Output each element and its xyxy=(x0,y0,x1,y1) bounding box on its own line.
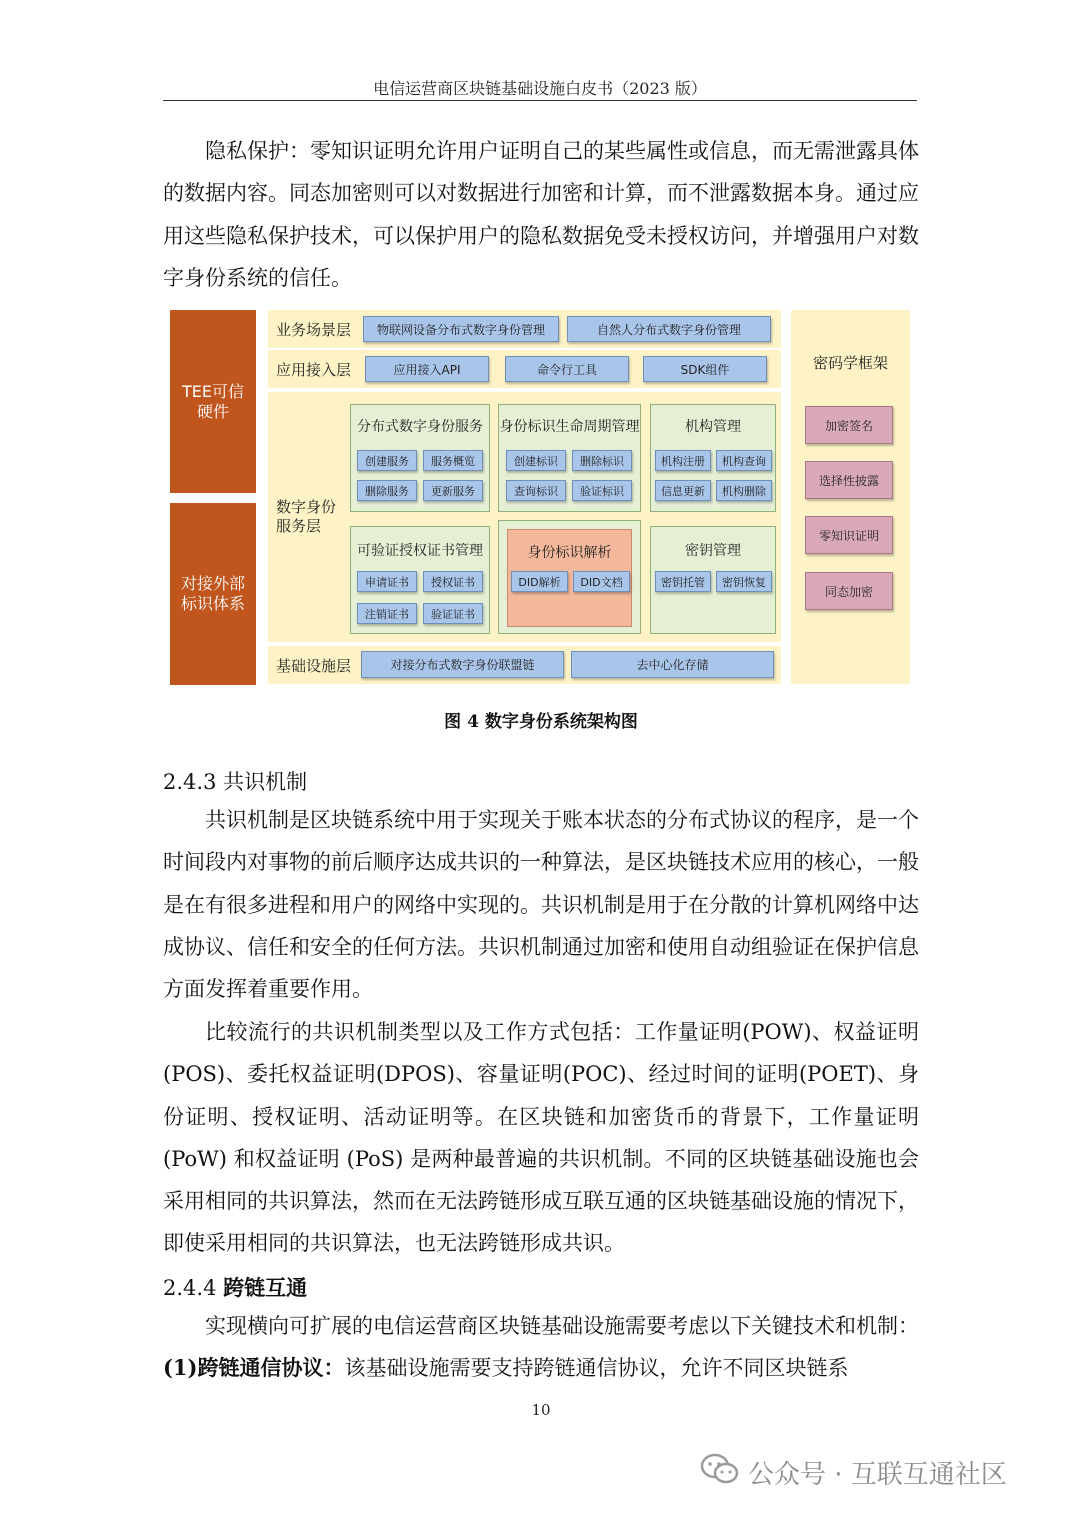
did-service-title: 分布式数字身份服务 xyxy=(357,419,483,435)
service-layer xyxy=(268,392,781,642)
watermark xyxy=(700,1452,1007,1493)
access-layer-label: 应用接入层 xyxy=(276,361,352,379)
org-mgmt-group xyxy=(650,404,776,512)
section-244-number: 2.4.4 xyxy=(163,1276,217,1300)
section-243-heading xyxy=(163,766,307,796)
org-delete: 机构删除 xyxy=(716,480,772,501)
did-consortium-chain: 对接分布式数字身份联盟链 xyxy=(361,651,564,678)
external-id-label: 对接外部标识体系 xyxy=(180,574,245,613)
crosschain-text-after: 该基础设施需要支持跨链通信协议，允许不同区块链系 xyxy=(344,1356,849,1381)
key-recovery: 密钥恢复 xyxy=(716,571,772,592)
info-update: 信息更新 xyxy=(655,480,711,501)
verify-id: 验证标识 xyxy=(572,480,632,501)
create-service: 创建服务 xyxy=(357,450,417,471)
encrypt-sign: 加密签名 xyxy=(805,406,893,444)
did-document: DID文档 xyxy=(573,571,630,592)
external-id-block xyxy=(170,503,256,685)
id-resolve-frame xyxy=(498,520,641,634)
key-mgmt-group xyxy=(650,526,776,634)
did-resolve: DID解析 xyxy=(511,571,568,592)
figure-caption: 图 4 数字身份系统架构图 xyxy=(444,712,638,732)
query-id: 查询标识 xyxy=(506,480,566,501)
crosschain-paragraph xyxy=(163,1305,919,1390)
wechat-icon xyxy=(700,1452,740,1493)
consensus-paragraph-1 xyxy=(163,799,919,1010)
vc-mgmt-group xyxy=(350,526,490,634)
page-number: 10 xyxy=(531,1401,551,1419)
service-layer-label: 数字身份服务层 xyxy=(276,498,337,535)
delete-service: 删除服务 xyxy=(357,480,417,501)
person-did-mgmt: 自然人分布式数字身份管理 xyxy=(567,316,771,342)
id-resolve-title: 身份标识解析 xyxy=(527,545,612,561)
section-243-title: 共识机制 xyxy=(223,770,308,794)
org-mgmt-title: 机构管理 xyxy=(685,419,741,435)
privacy-paragraph xyxy=(163,130,919,299)
verify-cert: 验证证书 xyxy=(423,603,483,624)
delete-id: 删除标识 xyxy=(572,450,632,471)
crypto-framework-title: 密码学框架 xyxy=(812,354,888,372)
service-overview: 服务概览 xyxy=(423,450,483,471)
crosschain-text xyxy=(163,1305,919,1390)
page-header: 电信运营商区块链基础设施白皮书（2023 版） xyxy=(373,79,707,98)
id-lifecycle-group xyxy=(498,404,641,512)
apply-cert: 申请证书 xyxy=(357,571,417,592)
decentralized-storage: 去中心化存储 xyxy=(571,651,774,678)
consensus-text-2: 比较流行的共识机制类型以及工作方式包括：工作量证明(POW)、权益证明(POS)、委托权益证明(DPOS)、容量证明(POC)、经过时间的证明(POET)、身份证明、授权证明、活动证明等。在区块链和加密货币的背景下，工作量证明 (PoW) 和权益证明 (PoS) 是两种最普遍的共识机制。不同的区块链基础设施也会采用相同的共识算法，然而在无法跨链形成互联互通的区块链基础设施的情况下，即使采用相同的共识算法，也无法跨链形成共识。 xyxy=(163,1020,919,1256)
crosschain-text-before: 实现横向可扩展的电信运营商区块链基础设施需要考虑以下关键技术和机制： xyxy=(205,1314,919,1338)
update-service: 更新服务 xyxy=(423,480,483,501)
org-register: 机构注册 xyxy=(655,450,711,471)
app-access-api: 应用接入API xyxy=(365,356,489,382)
key-mgmt-title: 密钥管理 xyxy=(685,543,741,559)
privacy-text: 隐私保护：零知识证明允许用户证明自己的某些属性或信息，而无需泄露具体的数据内容。同态加密则可以对数据进行加密和计算，而不泄露数据本身。通过应用这些隐私保护技术，可以保护用户的隐私数据免受未授权访问，并增强用户对数字身份系统的信任。 xyxy=(163,139,919,290)
section-244-title: 跨链互通 xyxy=(223,1275,308,1300)
infra-layer xyxy=(268,646,781,684)
sdk-component: SDK组件 xyxy=(643,356,767,382)
cli-tool: 命令行工具 xyxy=(505,356,629,382)
revoke-cert: 注销证书 xyxy=(357,603,417,624)
business-layer-label: 业务场景层 xyxy=(276,321,352,339)
homomorphic-encryption: 同态加密 xyxy=(805,572,893,610)
business-layer xyxy=(268,310,781,348)
crosschain-text-bold: (1)跨链通信协议： xyxy=(163,1355,345,1381)
org-query: 机构查询 xyxy=(716,450,772,471)
section-243-number: 2.4.3 xyxy=(163,770,217,794)
selective-disclosure: 选择性披露 xyxy=(805,461,893,499)
consensus-text-1: 共识机制是区块链系统中用于实现关于账本状态的分布式协议的程序，是一个时间段内对事物的前后顺序达成共识的一种算法，是区块链技术应用的核心，一般是在有很多进程和用户的网络中实现的。共识机制是用于在分散的计算机网络中达成协议、信任和安全的任何方法。共识机制通过加密和使用自动组验证在保护信息方面发挥着重要作用。 xyxy=(163,808,919,1002)
watermark-text: 公众号 · 互联互通社区 xyxy=(748,1460,1007,1490)
iot-did-mgmt: 物联网设备分布式数字身份管理 xyxy=(363,316,559,342)
crypto-framework xyxy=(791,310,910,684)
tee-hardware-label: TEE可信硬件 xyxy=(182,381,244,421)
access-layer xyxy=(268,350,781,388)
consensus-paragraph-2 xyxy=(163,1011,919,1265)
did-service-group xyxy=(350,404,490,512)
create-id: 创建标识 xyxy=(506,450,566,471)
header-rule xyxy=(163,100,917,101)
grant-cert: 授权证书 xyxy=(423,571,483,592)
zero-knowledge-proof: 零知识证明 xyxy=(805,516,893,554)
key-escrow: 密钥托管 xyxy=(655,571,711,592)
infra-layer-label: 基础设施层 xyxy=(276,657,352,675)
vc-mgmt-title: 可验证授权证书管理 xyxy=(357,543,483,559)
id-resolve-group xyxy=(507,529,632,627)
id-lifecycle-title: 身份标识生命周期管理 xyxy=(499,419,640,435)
section-244-heading xyxy=(163,1272,307,1302)
tee-hardware-block xyxy=(170,310,256,493)
